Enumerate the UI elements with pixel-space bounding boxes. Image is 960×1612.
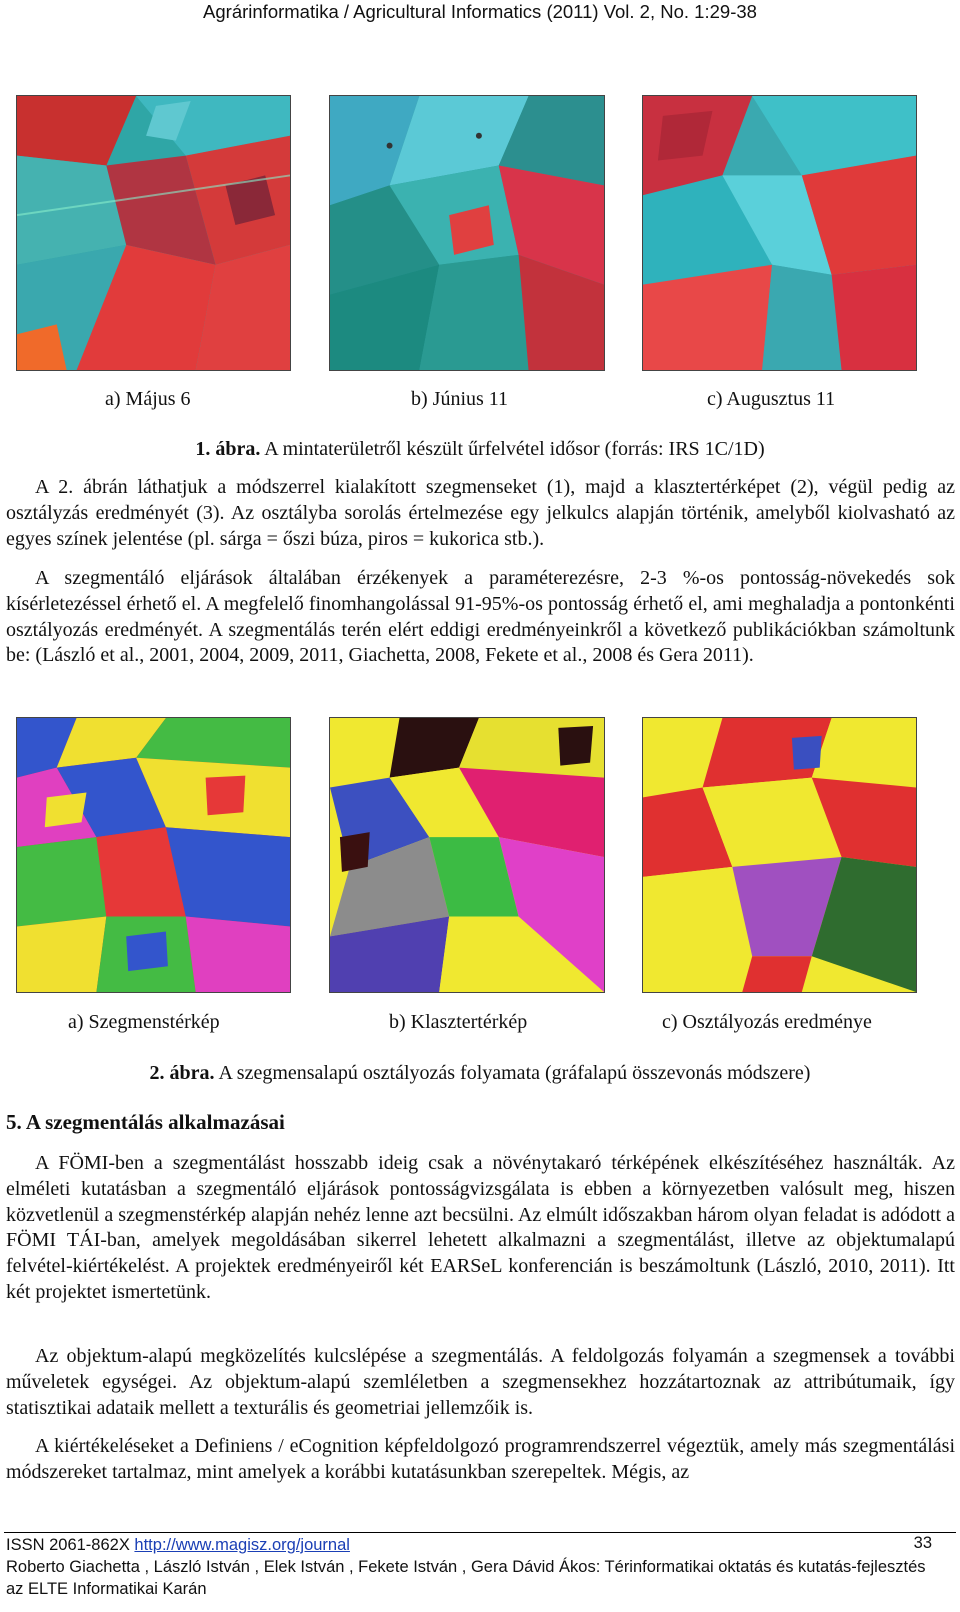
footer-divider [4, 1532, 956, 1533]
satellite-image-august [642, 95, 917, 371]
figure2-caption-c: c) Osztályozás eredménye [662, 1011, 872, 1033]
segment-map-image [16, 717, 291, 993]
footer-authors: Roberto Giachetta , László István , Elek István , Fekete István , Gera Dávid Ákos: Térinformatikai oktatás és kutatás-fejlesztés [6, 1558, 926, 1576]
paragraph: Az objektum-alapú megközelítés kulcslépése a szegmentálás. A feldolgozás folyamán a szegmensek a további műveletek egységei. Az objektum-alapú szemléletben a szegmensekhez hozzátartoznak az attribútumaik, így statisztikai adataik mellett a texturális és geometriai jellemzőik is. [6, 1345, 955, 1419]
journal-link[interactable]: http://www.magisz.org/journal [134, 1536, 350, 1554]
satellite-image-may [16, 95, 291, 371]
page-number: 33 [913, 1534, 932, 1552]
figure2-caption-b: b) Klasztertérkép [389, 1011, 528, 1033]
figure1-title: 1. ábra. A mintaterületről készült űrfelvétel idősor (forrás: IRS 1C/1D) [195, 438, 765, 460]
figure1-caption-b: b) Június 11 [411, 388, 509, 410]
section-heading: 5. A szegmentálás alkalmazásai [6, 1110, 285, 1134]
satellite-image-june [329, 95, 605, 371]
paragraph: A kiértékeléseket a Definiens / eCognition képfeldolgozó programrendszerrel végeztük, amely más szegmentálási módszereket tartalmaz, mint amelyek a korábbi kutatásunkban szerepeltek. Mégis, az [6, 1435, 955, 1483]
cluster-map-image [329, 717, 605, 993]
footer-authors-continued: az ELTE Informatikai Karán [6, 1580, 207, 1598]
footer-issn-line: ISSN 2061-862X http://www.magisz.org/journal [6, 1536, 350, 1554]
figure2-title: 2. ábra. A szegmensalapú osztályozás folyamata (gráfalapú összevonás módszere) [149, 1062, 811, 1084]
classification-result-image [642, 717, 917, 993]
journal-header: Agrárinformatika / Agricultural Informatics (2011) Vol. 2, No. 1:29-38 [203, 1, 757, 22]
figure1-caption-a: a) Május 6 [105, 388, 191, 410]
figure1-caption-c: c) Augusztus 11 [707, 388, 836, 410]
figure2-caption-a: a) Szegmenstérkép [68, 1011, 220, 1033]
paragraph: A FÖMI-ben a szegmentálást hosszabb ideig csak a növénytakaró térképének elkészítéséhez használták. Az elméleti kutatásban a szegmentáló eljárások pontosságvizsgálata is ebben a környezetben valósult meg, hiszen közvetlenül a szegmenstérkép alapján nehéz lenne azt becsülni. Az elmúlt időszakban három olyan feladat is adódott a FÖMI TÁI-ban, amelyek megoldásában sikerrel lehetett alkalmazni a szegmentálást, illetve az objektumalapú felvétel-kiértékelést. A projektek eredményeiről két EARSeL konferencián is beszámoltunk (László, 2010, 2011). Itt két projektet ismertetünk. [6, 1152, 955, 1303]
paragraph: A szegmentáló eljárások általában érzékenyek a paraméterezésre, 2-3 %-os pontosság-növekedés sok kísérletezéssel érhető el. A megfelelő finomhangolással 91-95%-os pontosság érhető el, ami meghaladja a pontonkénti osztályozás eredményét. A szegmentálás terén elért eddigi eredményeinkről a következő publikációkban számoltunk be: (László et al., 2001, 2004, 2009, 2011, Giachetta, 2008, Fekete et al., 2008 és Gera 2011). [6, 567, 955, 667]
paragraph: A 2. ábrán láthatjuk a módszerrel kialakított szegmenseket (1), majd a klasztertérképet (2), végül pedig az osztályzás eredményét (3). Az osztályba sorolás értelmezése egy jelkulcs alapján történik, amelyből kiolvasható az egyes színek jelentése (pl. sárga = őszi búza, piros = kukorica stb.). [6, 476, 955, 550]
